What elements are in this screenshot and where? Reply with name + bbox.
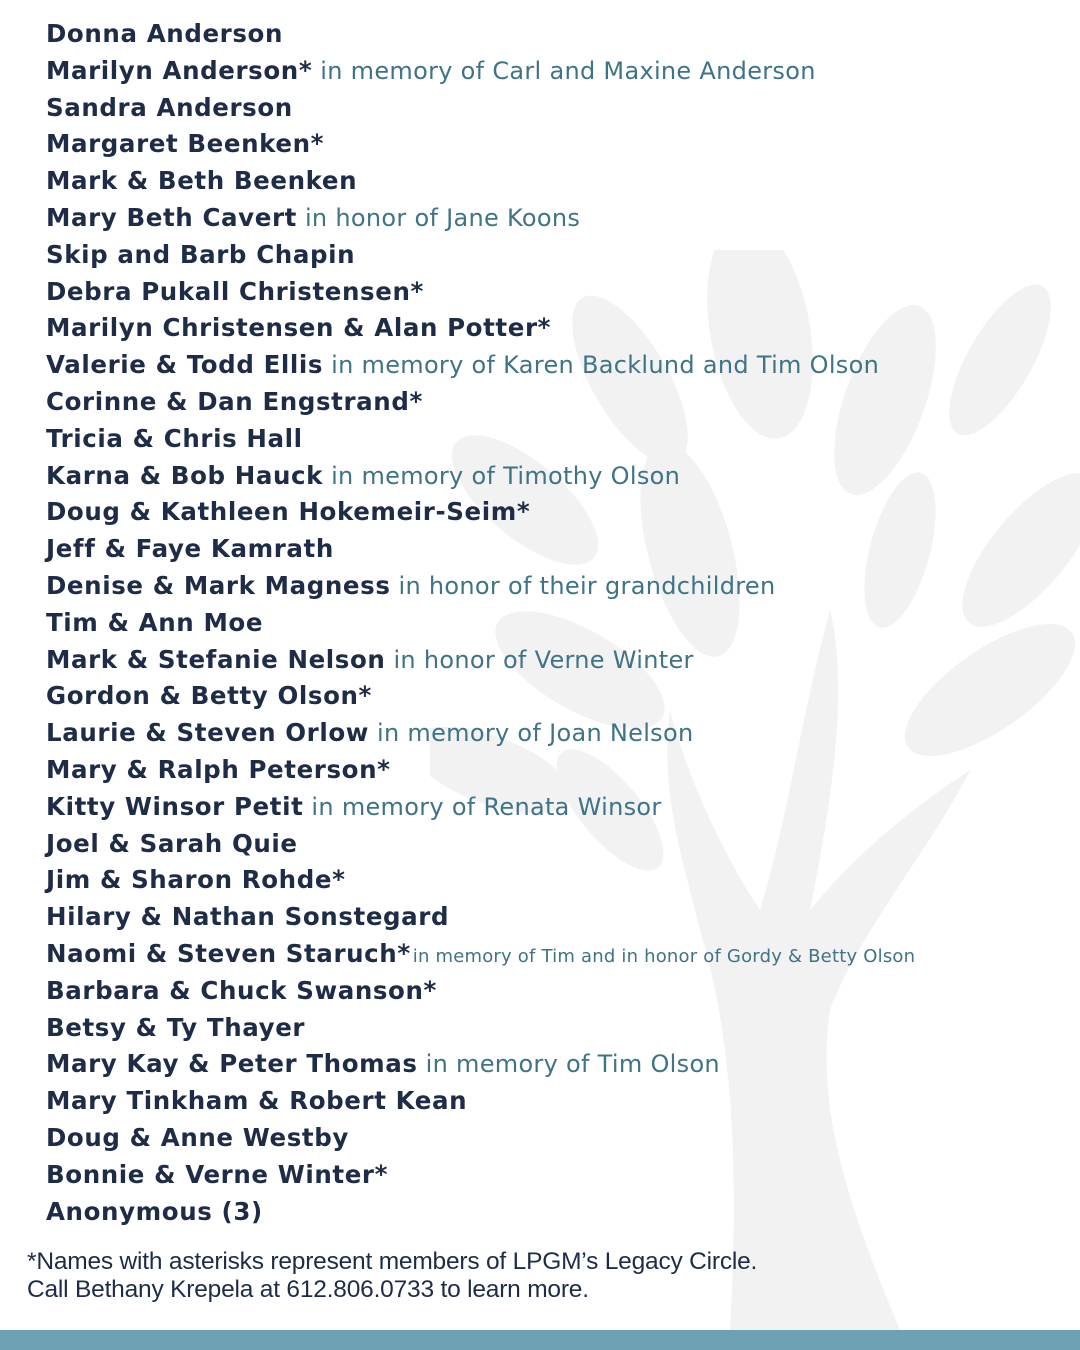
donor-name: Corinne & Dan Engstrand* — [46, 386, 423, 416]
donor-item — [46, 200, 915, 237]
donor-item — [46, 16, 915, 53]
tribute-text: in memory of Tim and in honor of Gordy & Betty Olson — [412, 945, 916, 967]
donor-name: Betsy & Ty Thayer — [46, 1012, 306, 1042]
donor-item — [46, 899, 915, 936]
bottom-bar — [0, 1330, 1080, 1350]
donor-name: Kitty Winsor Petit — [46, 791, 304, 821]
donor-item — [46, 752, 915, 789]
donor-item — [46, 1194, 915, 1231]
tribute-text: in memory of Renata Winsor — [311, 792, 662, 821]
donor-item — [46, 237, 915, 274]
donor-item — [46, 1010, 915, 1047]
donor-item — [46, 862, 915, 899]
tribute-text: in memory of Tim Olson — [425, 1050, 720, 1079]
donor-item — [46, 642, 915, 679]
donor-item — [46, 826, 915, 863]
tribute-text: in honor of Verne Winter — [393, 645, 694, 674]
donor-name: Mark & Beth Beenken — [46, 166, 358, 196]
donor-list — [46, 16, 915, 1230]
donor-name: Mark & Stefanie Nelson — [46, 644, 386, 674]
footnote-line-2: Call Bethany Krepela at 612.806.0733 to learn more. — [27, 1276, 589, 1303]
tribute-text: in honor of Jane Koons — [304, 203, 581, 232]
donor-name: Doug & Kathleen Hokemeir-Seim* — [46, 497, 531, 527]
donor-item — [46, 531, 915, 568]
donor-name: Mary & Ralph Peterson* — [46, 754, 391, 784]
donor-name: Mary Tinkham & Robert Kean — [46, 1086, 468, 1116]
donor-name: Marilyn Christensen & Alan Potter* — [46, 313, 552, 343]
donor-item — [46, 1083, 915, 1120]
donor-item — [46, 1157, 915, 1194]
donor-name: Debra Pukall Christensen* — [46, 276, 424, 306]
footnote-line-1: *Names with asterisks represent members of LPGM’s Legacy Circle. — [27, 1248, 758, 1275]
donor-item — [46, 53, 915, 90]
donor-item — [46, 90, 915, 127]
donor-item — [46, 347, 915, 384]
donor-name: Karna & Bob Hauck — [46, 460, 324, 490]
donor-item — [46, 310, 915, 347]
donor-item — [46, 678, 915, 715]
donor-name: Skip and Barb Chapin — [46, 239, 356, 269]
donor-name: Anonymous (3) — [46, 1196, 263, 1226]
donor-name: Hilary & Nathan Sonstegard — [46, 902, 450, 932]
donor-item — [46, 1046, 915, 1083]
tribute-text: in memory of Joan Nelson — [377, 719, 694, 748]
donor-name: Jeff & Faye Kamrath — [46, 534, 334, 564]
donor-item — [46, 973, 915, 1010]
donor-name: Valerie & Todd Ellis — [46, 350, 324, 380]
donor-name: Naomi & Steven Staruch* — [46, 938, 411, 968]
tribute-text: in honor of their grandchildren — [398, 571, 776, 600]
donor-item — [46, 126, 915, 163]
donor-name: Donna Anderson — [46, 19, 284, 48]
donor-item — [46, 163, 915, 200]
donor-name: Tricia & Chris Hall — [46, 423, 303, 453]
donor-item — [46, 421, 915, 458]
donor-item — [46, 274, 915, 311]
donor-name: Barbara & Chuck Swanson* — [46, 975, 437, 1005]
tribute-text: in memory of Karen Backlund and Tim Olson — [331, 351, 880, 380]
donor-item — [46, 458, 915, 495]
donor-name: Tim & Ann Moe — [46, 607, 264, 637]
donor-item — [46, 715, 915, 752]
donor-name: Laurie & Steven Orlow — [46, 718, 370, 748]
donor-name: Mary Kay & Peter Thomas — [46, 1049, 418, 1079]
donor-name: Mary Beth Cavert — [46, 202, 297, 232]
donor-name: Gordon & Betty Olson* — [46, 681, 372, 711]
donor-item — [46, 494, 915, 531]
donor-item — [46, 568, 915, 605]
donor-name: Doug & Anne Westby — [46, 1122, 349, 1152]
tribute-text: in memory of Carl and Maxine Anderson — [320, 56, 816, 85]
footnote — [27, 1248, 757, 1304]
donor-item — [46, 936, 915, 973]
donor-item — [46, 384, 915, 421]
donor-item — [46, 1120, 915, 1157]
tribute-text: in memory of Timothy Olson — [331, 461, 681, 490]
donor-name: Margaret Beenken* — [46, 129, 325, 159]
donor-item — [46, 789, 915, 826]
donor-name: Bonnie & Verne Winter* — [46, 1159, 389, 1189]
donor-name: Sandra Anderson — [46, 92, 293, 122]
donor-name: Marilyn Anderson* — [46, 55, 313, 85]
donor-item — [46, 605, 915, 642]
donor-name: Jim & Sharon Rohde* — [46, 865, 346, 895]
donor-name: Joel & Sarah Quie — [46, 828, 298, 858]
donor-name: Denise & Mark Magness — [46, 570, 391, 600]
